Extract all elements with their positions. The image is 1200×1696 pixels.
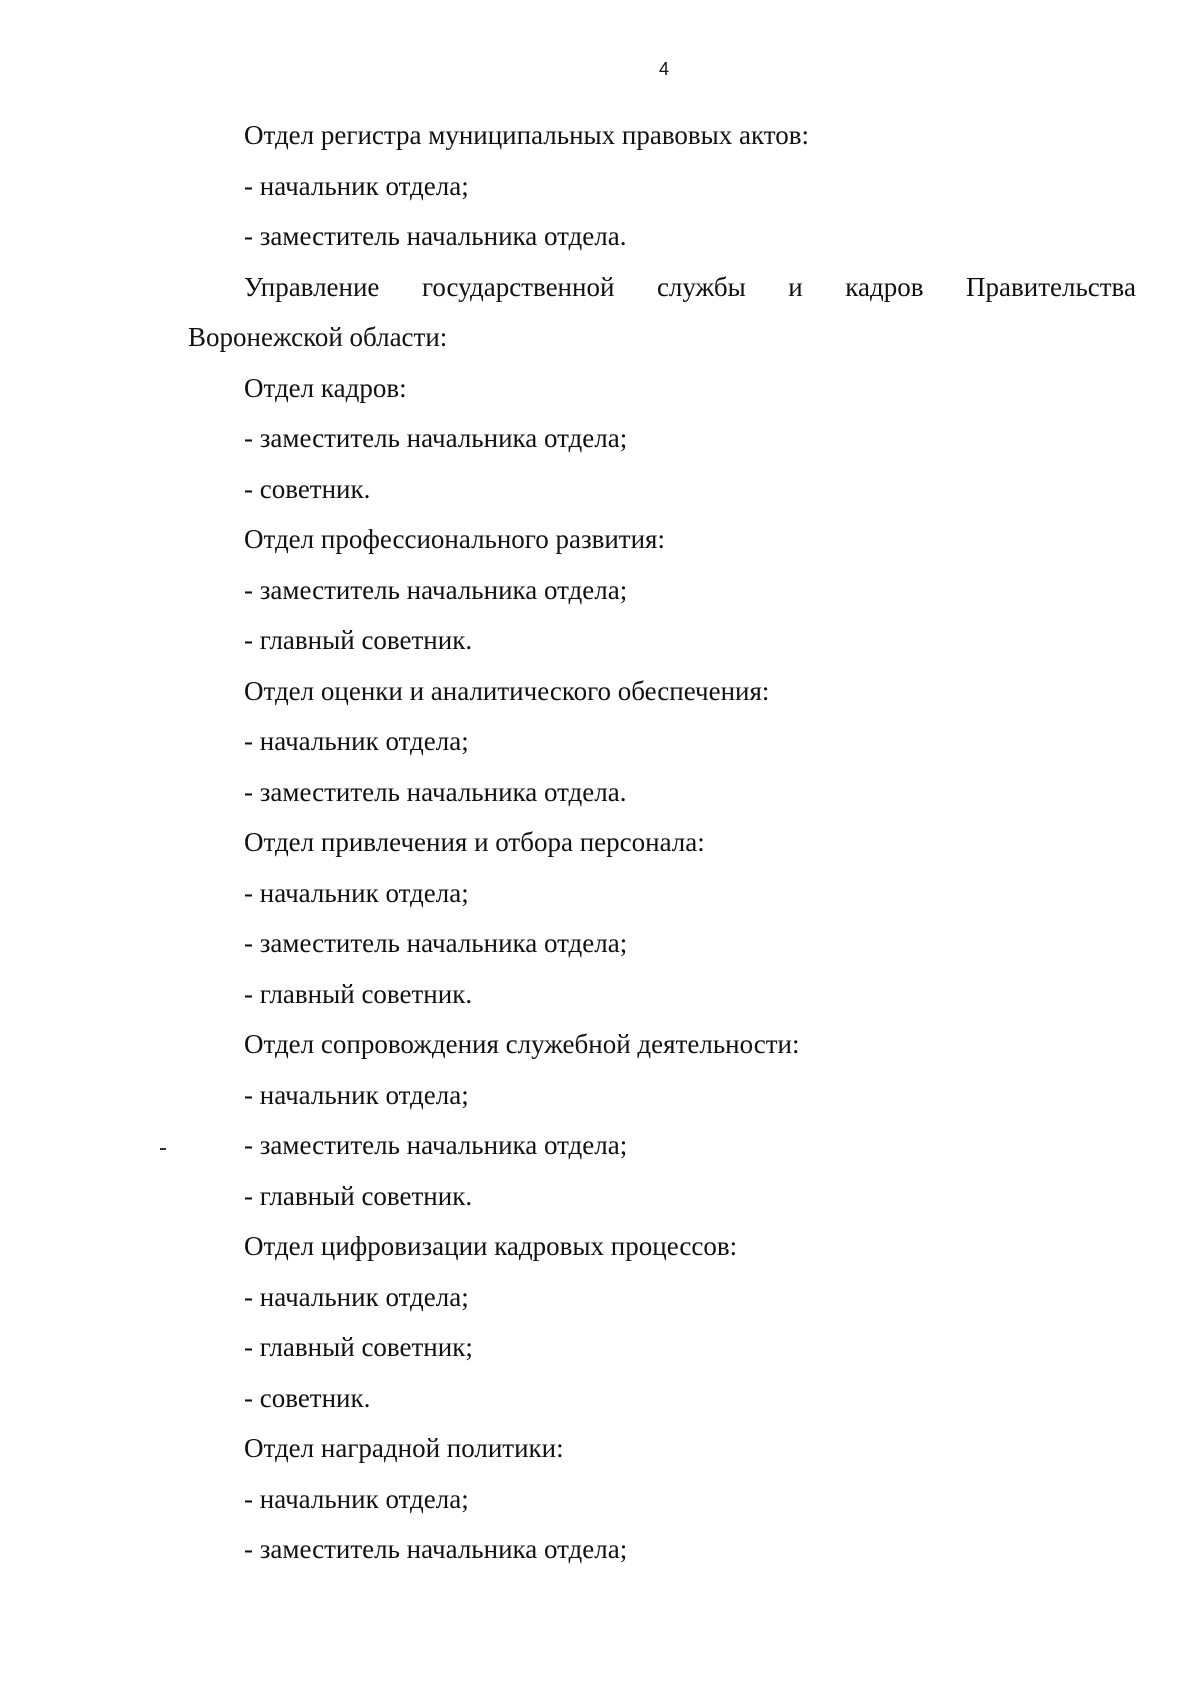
list-item: - начальник отдела;	[244, 1483, 469, 1514]
section-heading: Отдел цифровизации кадровых процессов:	[244, 1231, 738, 1261]
section-heading: Отдел профессионального развития:	[244, 524, 665, 554]
document-body	[188, 110, 1136, 1575]
list-item: - главный советник.	[244, 625, 473, 655]
list-item: - начальник отдела;	[244, 1079, 469, 1110]
page-number: 4	[658, 59, 669, 79]
list-item: - заместитель начальника отдела;	[244, 423, 628, 453]
list-item: - заместитель начальника отдела;	[244, 928, 628, 958]
section-heading: Отдел наградной политики:	[244, 1433, 564, 1463]
list-item: - начальник отдела;	[244, 170, 469, 201]
heading-word: Управление	[244, 271, 380, 302]
list-item: - главный советник.	[244, 978, 473, 1009]
list-item: - главный советник.	[244, 1180, 473, 1211]
list-item: - заместитель начальника отдела;	[244, 1534, 628, 1564]
heading-word: и	[788, 271, 803, 302]
list-item: - начальник отдела;	[244, 877, 469, 908]
section-heading: Отдел сопровождения служебной деятельности:	[244, 1029, 800, 1059]
list-item: - заместитель начальника отдела.	[244, 221, 627, 251]
list-item: - советник.	[244, 473, 371, 504]
heading-word: государственной	[421, 271, 615, 302]
list-item: - главный советник;	[244, 1332, 473, 1362]
list-item: - заместитель начальника отдела;	[244, 574, 628, 605]
list-item: - заместитель начальника отдела.	[244, 776, 627, 807]
section-heading: Отдел регистра муниципальных правовых актов:	[244, 120, 809, 150]
list-item: - начальник отдела;	[244, 1281, 469, 1312]
heading-word: службы	[656, 271, 746, 302]
section-heading: Отдел кадров:	[244, 372, 407, 403]
heading-word: кадров	[845, 271, 924, 302]
heading-word: Правительства	[966, 271, 1136, 302]
directorate-heading-continuation: Воронежской области:	[188, 322, 448, 352]
list-item: - советник.	[244, 1382, 371, 1413]
list-item: - начальник отдела;	[244, 726, 469, 756]
list-item: - заместитель начальника отдела;	[244, 1130, 628, 1160]
directorate-heading	[188, 262, 1136, 313]
scan-artifact	[160, 1148, 166, 1150]
section-heading: Отдел оценки и аналитического обеспечения:	[244, 675, 770, 706]
section-heading: Отдел привлечения и отбора персонала:	[244, 827, 705, 857]
